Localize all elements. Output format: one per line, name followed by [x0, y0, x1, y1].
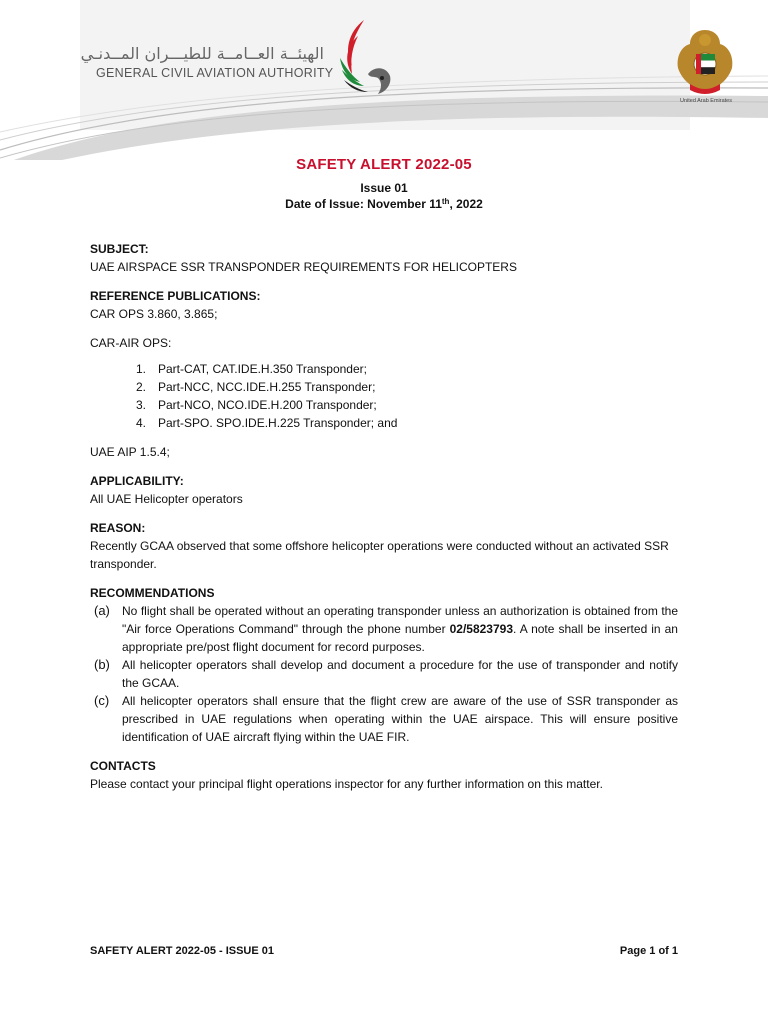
- title-block: [0, 156, 768, 211]
- recommendation-item: [90, 692, 678, 746]
- recommendations-list: [90, 602, 678, 746]
- list-item: [90, 378, 678, 396]
- recommendation-item: [90, 656, 678, 692]
- footer-document-id: SAFETY ALERT 2022-05 - ISSUE 01: [90, 945, 275, 957]
- recommendation-text: All helicopter operators shall develop and document a procedure for the use of transponder and notify the GCAA.: [122, 658, 678, 690]
- recommendation-text: All helicopter operators shall ensure that the flight crew are aware of the use of SSR transponder as prescribed in UAE regulations when operating within the UAE airspace. This will ensure positive identification of UAE aircraft flying within the UAE FIR.: [122, 694, 678, 744]
- document-body: [90, 240, 678, 793]
- subject-text: UAE AIRSPACE SSR TRANSPONDER REQUIREMENTS FOR HELICOPTERS: [90, 260, 517, 274]
- recommendation-marker: (b): [94, 657, 110, 672]
- recommendation-marker: (c): [94, 693, 110, 708]
- document-header: [0, 0, 768, 160]
- alert-title: SAFETY ALERT 2022-05: [296, 156, 472, 173]
- applicability-heading: APPLICABILITY:: [90, 474, 184, 488]
- reference-car-air-ops: CAR-AIR OPS:: [90, 336, 172, 350]
- organization-name-english: GENERAL CIVIL AVIATION AUTHORITY: [96, 66, 334, 80]
- list-item-number: 3.: [136, 398, 147, 412]
- date-of-issue: [0, 197, 768, 211]
- reference-list: [90, 360, 678, 432]
- list-item: [90, 396, 678, 414]
- reason-heading: REASON:: [90, 521, 146, 535]
- organization-name-arabic: الهيئــة العــامــة للطيـــران المــدنـي: [80, 44, 324, 63]
- date-ordinal-suffix: th: [441, 197, 450, 206]
- issue-number: Issue 01: [360, 181, 408, 195]
- list-item-number: 1.: [136, 362, 147, 376]
- date-year: , 2022: [449, 197, 483, 211]
- uae-national-emblem-icon: [674, 24, 736, 98]
- list-item: [90, 360, 678, 378]
- list-item-text: Part-CAT, CAT.IDE.H.350 Transponder;: [158, 362, 367, 376]
- reference-heading: REFERENCE PUBLICATIONS:: [90, 289, 261, 303]
- emblem-caption: United Arab Emirates: [680, 98, 732, 104]
- recommendation-text-part: No flight shall be operated without an operating transponder unless an authorization is obtained from the "Air force Operations Command" through the phone number: [122, 604, 678, 636]
- footer-page-number: Page 1 of 1: [619, 945, 678, 957]
- date-prefix: Date of Issue: November 11: [285, 197, 442, 211]
- recommendations-heading: RECOMMENDATIONS: [90, 586, 215, 600]
- reason-text: Recently GCAA observed that some offshore helicopter operations were conducted without an activated SSR transponder.: [90, 539, 669, 571]
- recommendation-text: [122, 602, 678, 656]
- contacts-heading: CONTACTS: [90, 759, 156, 773]
- page-footer: [90, 945, 678, 957]
- gcaa-falcon-logo-icon: [334, 18, 398, 100]
- list-item-number: 4.: [136, 416, 147, 430]
- list-item: [90, 414, 678, 432]
- recommendation-text-part: . A note shall be inserted in an appropriate pre/post flight document for record purposes.: [122, 622, 678, 654]
- recommendation-item: [90, 602, 678, 656]
- reference-car-ops: CAR OPS 3.860, 3.865;: [90, 307, 218, 321]
- list-item-text: Part-SPO. SPO.IDE.H.225 Transponder; and: [158, 416, 398, 430]
- reference-aip: UAE AIP 1.5.4;: [90, 445, 170, 459]
- contacts-text: Please contact your principal flight operations inspector for any further information on this matter.: [90, 777, 603, 791]
- applicability-text: All UAE Helicopter operators: [90, 492, 243, 506]
- phone-number: 02/5823793: [449, 622, 513, 636]
- list-item-text: Part-NCO, NCO.IDE.H.200 Transponder;: [158, 398, 377, 412]
- list-item-number: 2.: [136, 380, 147, 394]
- recommendation-marker: (a): [94, 603, 110, 618]
- list-item-text: Part-NCC, NCC.IDE.H.255 Transponder;: [158, 380, 376, 394]
- subject-heading: SUBJECT:: [90, 242, 149, 256]
